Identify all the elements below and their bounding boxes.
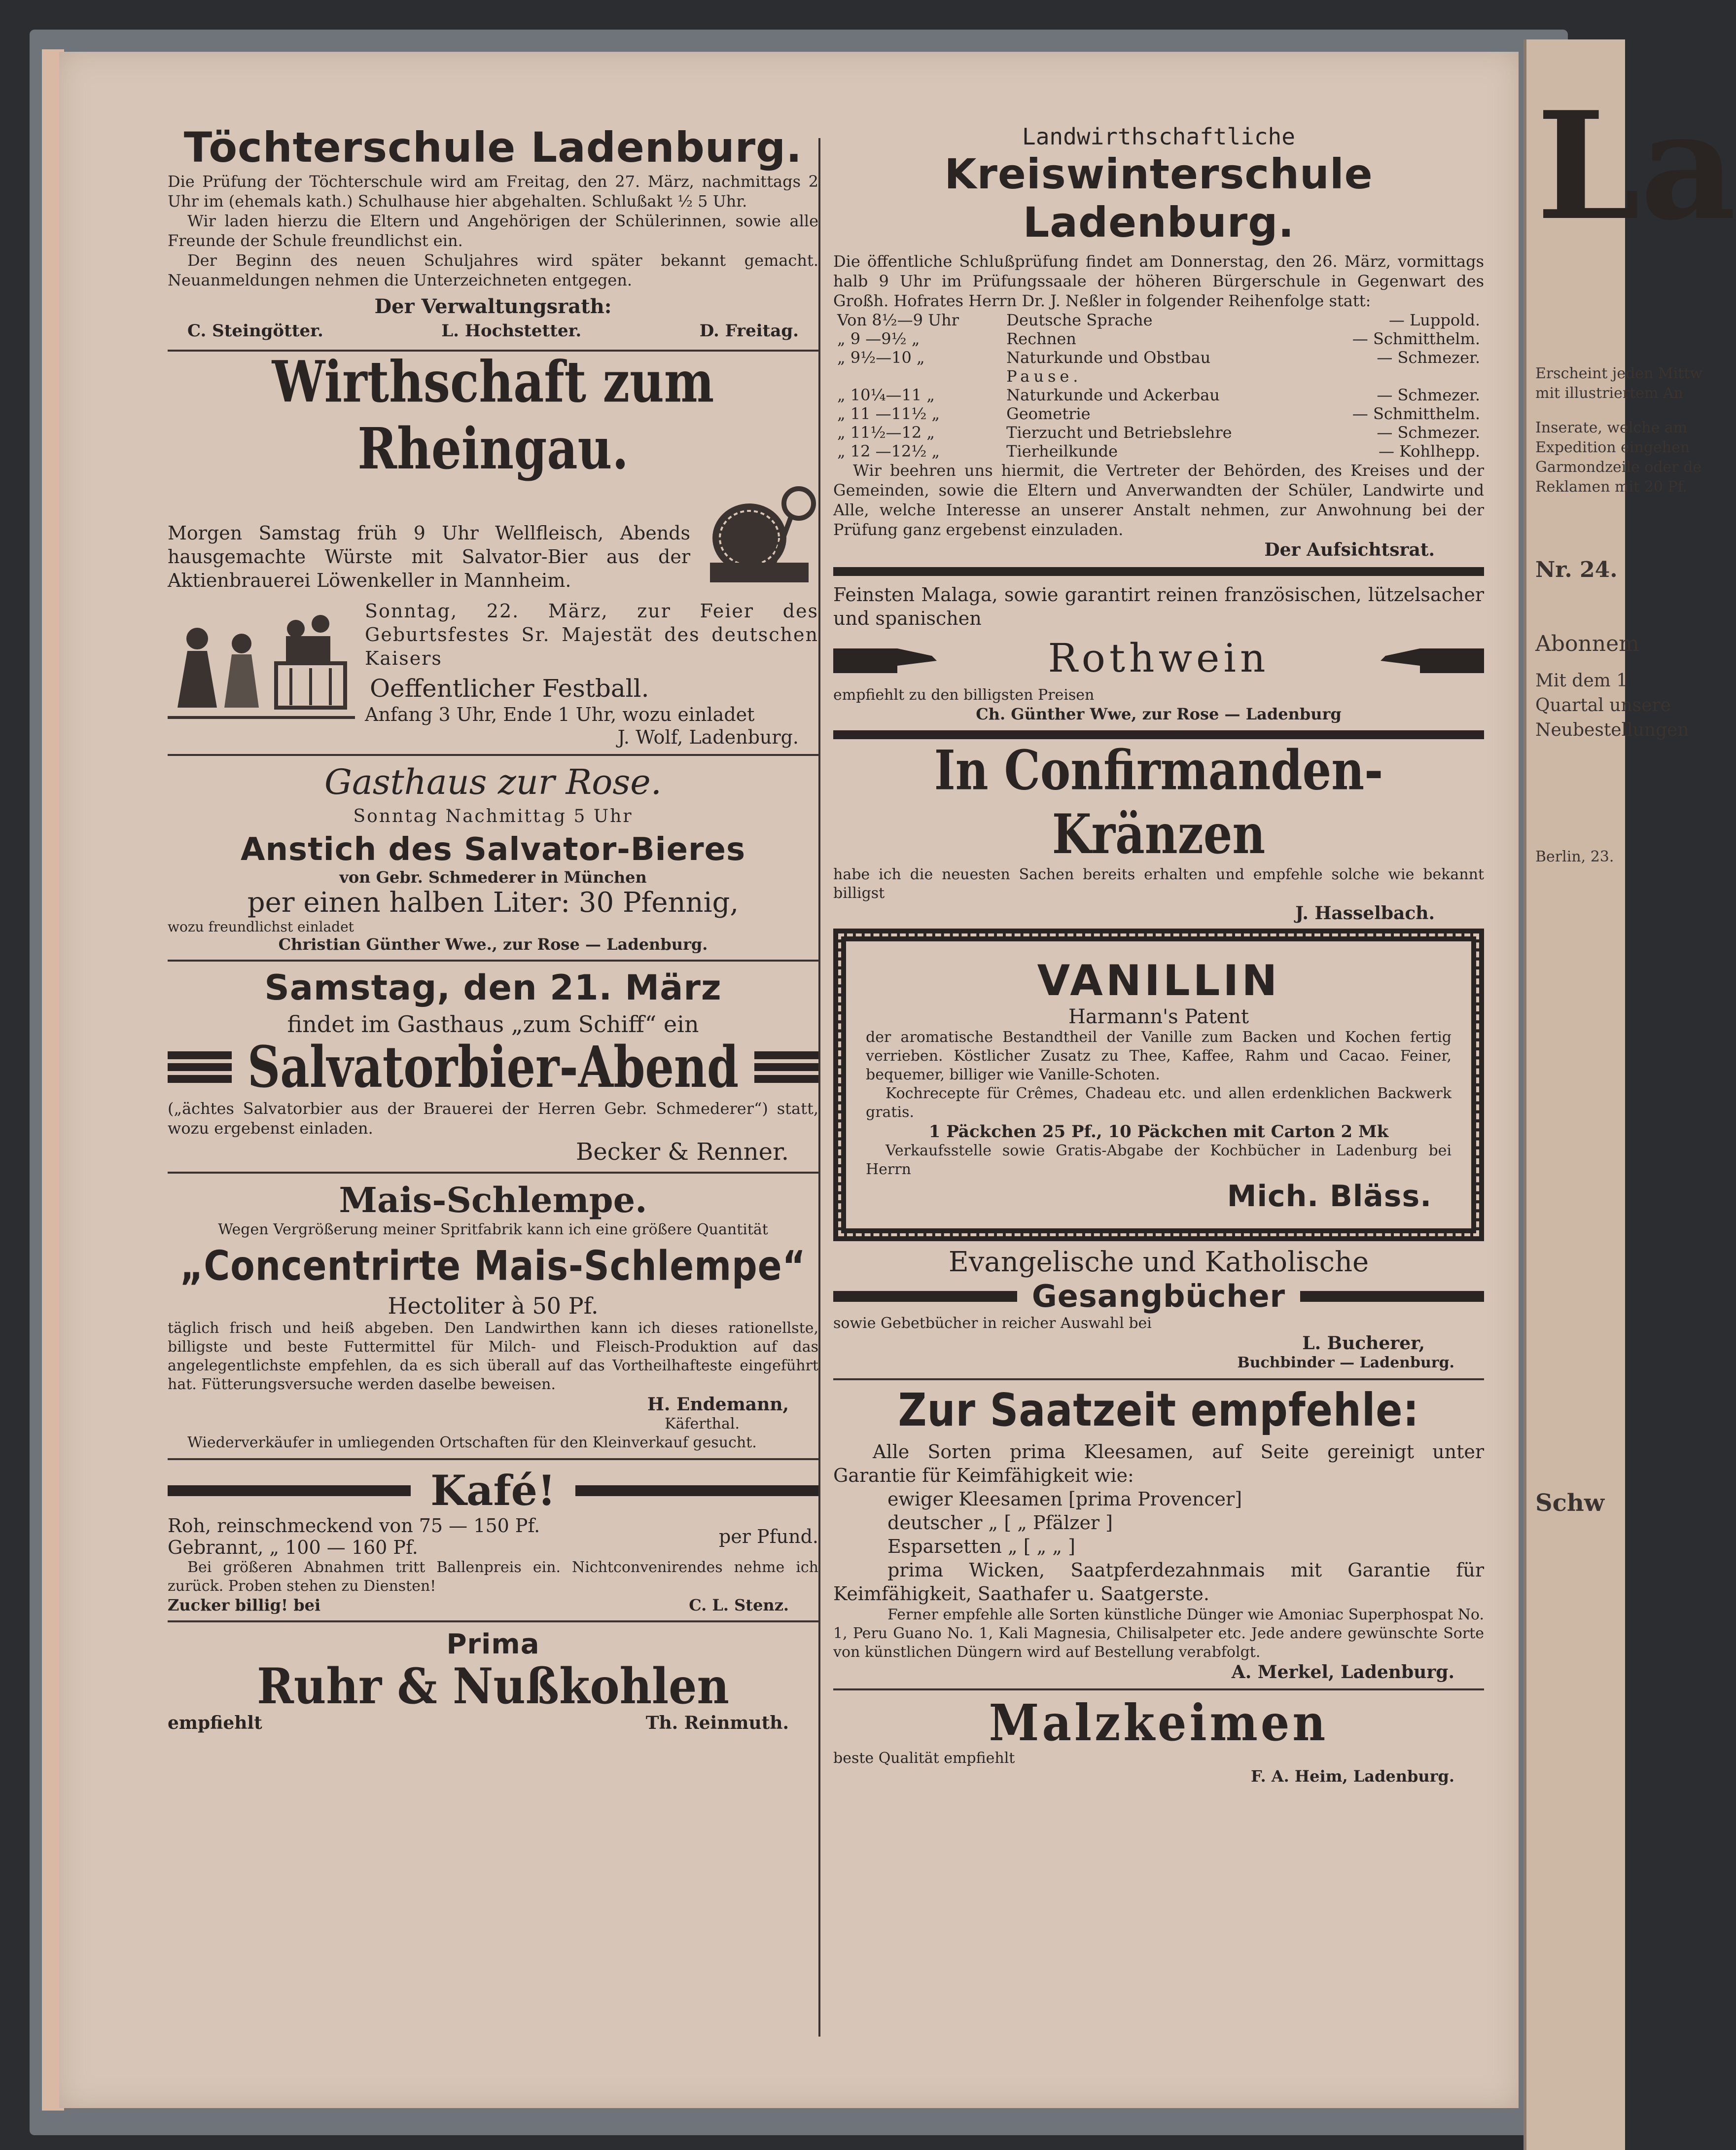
seed-item: Esparsetten „ [ „ „ ] <box>887 1536 1075 1557</box>
ad-saatzeit <box>833 1384 1484 1683</box>
schedule-subject: Naturkunde und Ackerbau <box>1006 386 1220 404</box>
separator <box>833 567 1484 576</box>
schedule-row <box>833 367 1484 386</box>
left-column <box>168 123 818 1733</box>
schedule-subject: Geometrie <box>1006 404 1091 423</box>
ad-malaga <box>833 583 1484 723</box>
ad-body: habe ich die neuesten Sachen bereits erhalten und empfehle solche wie bekannt billigst <box>833 866 1484 902</box>
ad-line: Sonntag Nachmittag 5 Uhr <box>353 806 633 826</box>
ad-signature: Der Aufsichtsrat. <box>1264 539 1435 560</box>
schedule-subject: Rechnen <box>1006 329 1076 348</box>
schedule-subject: Naturkunde und Obstbau <box>1006 348 1211 367</box>
ad-line: von Gebr. Schmederer in München <box>339 868 647 887</box>
festival-dancers-icon <box>168 599 355 732</box>
column-divider <box>818 138 820 2037</box>
ad-body: Bei größeren Abnahmen tritt Ballenpreis ein. Nichtconvenirendes nehme ich zurück. Proben stehen zu Diensten! <box>168 1559 818 1595</box>
ornament-bar <box>575 1485 818 1496</box>
adjacent-text: Mit dem 1 <box>1535 671 1628 691</box>
schedule-time: „ 11½—12 „ <box>837 423 935 442</box>
ad-rheingau <box>168 348 818 748</box>
ad-body: Verkaufsstelle sowie Gratis-Abgabe der Kochbücher in Ladenburg bei Herrn <box>866 1142 1452 1178</box>
ad-body: Sonntag, 22. März, zur Feier des Geburtsfestes Sr. Majestät des deutschen Kaisers <box>365 600 818 669</box>
ad-line: findet im Gasthaus „zum Schiff“ ein <box>287 1011 699 1038</box>
schedule-time <box>833 367 1002 386</box>
adjacent-text: Quartal unsere <box>1535 695 1671 716</box>
ad-line: Wegen Vergrößerung meiner Spritfabrik kann ich eine größere Quantität <box>218 1221 768 1238</box>
ad-headline: Gesangbücher <box>1031 1278 1286 1314</box>
ad-title: Wirthschaft zum Rheingau. <box>272 348 714 482</box>
beer-mug-icon <box>700 479 818 592</box>
ad-price-row: Roh, reinschmeckend von 75 — 150 Pf. <box>168 1515 540 1537</box>
separator <box>168 960 818 962</box>
ad-mais <box>168 1180 818 1452</box>
ad-body: Feinsten Malaga, sowie garantirt reinen französischen, lützelsacher und spanischen <box>833 584 1484 629</box>
adjacent-text: Neubestellungen <box>1535 720 1689 740</box>
adjacent-text: Expedition eingehen <box>1535 439 1690 456</box>
adjacent-text: mit illustriertem An <box>1535 385 1683 402</box>
schedule-teacher: — Luppold. <box>1388 311 1480 329</box>
separator <box>833 1688 1484 1690</box>
ad-signature: H. Endemann, <box>647 1394 789 1415</box>
schedule-row <box>833 311 1484 329</box>
ad-subtitle: Harmann's Patent <box>1068 1005 1249 1028</box>
schedule-row <box>833 442 1484 461</box>
schedule-subject: Pause. <box>1006 367 1082 386</box>
schedule-time: Von 8½—9 Uhr <box>837 311 959 329</box>
schedule-row <box>833 404 1484 423</box>
ad-signature: C. L. Stenz. <box>689 1596 789 1614</box>
ad-price: 1 Päckchen 25 Pf., 10 Päckchen mit Carton 2 Mk <box>928 1122 1389 1142</box>
ad-unit: per Pfund. <box>718 1526 818 1547</box>
ad-body: Alle Sorten prima Kleesamen, auf Seite gereinigt unter Garantie für Keimfähigkeit wie: <box>833 1441 1484 1486</box>
schedule-teacher: — Kohlhepp. <box>1378 442 1480 461</box>
ad-price: Hectoliter à 50 Pf. <box>388 1292 599 1319</box>
schedule-time: „ 9 —9½ „ <box>837 329 920 348</box>
ad-gesangbuecher <box>833 1246 1484 1372</box>
schedule-row <box>833 348 1484 367</box>
adjacent-text: Inserate, welche am <box>1535 419 1688 436</box>
adjacent-text: Berlin, 23. <box>1535 848 1614 865</box>
ad-headline: Ruhr & Nußkohlen <box>257 1657 729 1716</box>
ad-name: C. Steingötter. <box>187 321 323 341</box>
ad-body: Die öffentliche Schlußprüfung findet am Donnerstag, den 26. März, vormittags halb 9 Uhr im Prüfungssaale der höheren Bürgerschule in Gegenwart des Großh. Hofrates Herrn Dr. J. Neßler in folgender Reihenfolge statt: <box>833 252 1484 310</box>
ad-signature-line: Buchbinder — Ladenburg. <box>1237 1354 1454 1371</box>
ad-signature: Mich. Bläss. <box>1227 1179 1432 1214</box>
separator <box>168 754 818 756</box>
exam-schedule <box>833 311 1484 461</box>
ad-malzkeimen <box>833 1693 1484 1786</box>
schedule-teacher <box>1307 367 1484 386</box>
seed-item: deutscher „ [ „ Pfälzer ] <box>887 1512 1113 1534</box>
schedule-row <box>833 329 1484 348</box>
schedule-time: „ 11 —11½ „ <box>837 404 940 423</box>
ad-note: beste Qualität empfiehlt <box>833 1750 1015 1767</box>
ad-title: Töchterschule Ladenburg. <box>183 123 803 172</box>
ad-name: D. Freitag. <box>699 321 799 341</box>
ad-line: Evangelische und Katholische <box>948 1246 1369 1278</box>
ad-note: Zucker billig! bei <box>168 1596 321 1614</box>
schedule-teacher: — Schmezer. <box>1377 386 1480 404</box>
ad-signature: J. Hasselbach. <box>1295 903 1435 924</box>
ad-vanillin <box>833 929 1484 1241</box>
ad-body: der aromatische Bestandtheil der Vanille zum Backen und Kochen fertig verrieben. Köstlicher Zusatz zu Thee, Kaffee, Rahm und Cacao. Feiner, bequemer, billiger wie Vanille-Schoten. <box>866 1029 1452 1083</box>
adjacent-issue: Nr. 24. <box>1535 557 1618 582</box>
schedule-time: „ 12 —12½ „ <box>837 442 940 461</box>
ad-title: In Confirmanden-Kränzen <box>934 738 1383 866</box>
schedule-teacher: — Schmitthelm. <box>1352 329 1480 348</box>
ad-schiff <box>168 968 818 1166</box>
ad-signature: A. Merkel, Ladenburg. <box>1231 1662 1454 1683</box>
pointing-hand-right-icon <box>833 639 942 678</box>
ad-body: („ächtes Salvatorbier aus der Brauerei der Herren Gebr. Schmederer“) statt, wozu ergebenst einladen. <box>168 1099 818 1138</box>
ad-title: VANILLIN <box>1037 956 1280 1005</box>
ad-title: Samstag, den 21. März <box>264 968 722 1008</box>
schedule-row <box>833 423 1484 442</box>
separator <box>168 1620 818 1622</box>
separator <box>168 1172 818 1174</box>
ad-kohlen <box>168 1628 818 1733</box>
ad-body: Anfang 3 Uhr, Ende 1 Uhr, wozu einladet <box>365 704 755 725</box>
ad-signature: Becker & Renner. <box>576 1138 789 1166</box>
adjacent-text: Reklamen mit 20 Pf. <box>1535 478 1688 496</box>
ad-body: Der Beginn des neuen Schuljahres wird später bekannt gemacht. Neuanmeldungen nehmen die Unterzeichneten entgegen. <box>168 251 818 289</box>
ad-headline: Anstich des Salvator-Bieres <box>240 831 746 868</box>
ad-confirmanden <box>833 738 1484 924</box>
ad-headline: Salvatorbier-Abend <box>247 1034 739 1101</box>
ad-line: Prima <box>446 1628 540 1660</box>
ad-body: täglich frisch und heiß abgeben. Den Landwirthen kann ich dieses rationellste, billigste und beste Futtermittel für Milch- und Fleisch-Produktion auf das angelegentlichste empfehlen, da es sich überall auf das Vortheilhafteste eingeführt hat. Fütterungsversuche werden daselbe beweisen. <box>168 1320 818 1393</box>
adjacent-text: Schw <box>1535 1489 1605 1517</box>
ornament-bars <box>754 1047 818 1087</box>
adjacent-page <box>1523 39 1736 2150</box>
ad-title: Kreiswinterschule Ladenburg. <box>944 150 1373 247</box>
schedule-time: „ 9½—10 „ <box>837 348 925 367</box>
ad-toechterschule <box>168 123 818 344</box>
ad-body: Wir laden hierzu die Eltern und Angehörigen der Schülerinnen, sowie alle Freunde der Schule freundlichst ein. <box>168 212 818 250</box>
ad-title: Mais-Schlempe. <box>339 1180 647 1220</box>
schedule-time: „ 10¼—11 „ <box>837 386 935 404</box>
ad-title: Malzkeimen <box>989 1693 1329 1753</box>
ad-title: Gasthaus zur Rose. <box>324 762 662 802</box>
schedule-row <box>833 386 1484 404</box>
ad-signature: Christian Günther Wwe., zur Rose — Ladenburg. <box>278 935 708 954</box>
ad-body: empfiehlt zu den billigsten Preisen <box>833 686 1095 704</box>
ad-note: empfiehlt <box>168 1713 262 1733</box>
ad-body: prima Wicken, Saatpferdezahnmais mit Garantie für Keimfähigkeit, Saathafer u. Saatgerste. <box>833 1559 1484 1605</box>
ad-signature: F. A. Heim, Ladenburg. <box>1250 1767 1454 1786</box>
ad-headline: Rothwein <box>1048 635 1270 681</box>
ad-signature: Der Verwaltungsrath: <box>374 295 612 318</box>
schedule-teacher: — Schmitthelm. <box>1352 404 1480 423</box>
ad-price-row: Gebrannt, „ 100 — 160 Pf. <box>168 1537 418 1558</box>
ad-title: Kafé! <box>430 1466 556 1515</box>
ad-kafe <box>168 1466 818 1614</box>
ad-signature: J. Wolf, Ladenburg. <box>617 726 799 748</box>
ad-rose <box>168 762 818 954</box>
ad-body: Die Prüfung der Töchterschule wird am Freitag, den 27. März, nachmittags 2 Uhr im (ehemals kath.) Schulhause hier abgehalten. Schlußakt ½ 5 Uhr. <box>168 172 818 211</box>
right-column <box>833 123 1484 1786</box>
adjacent-text: Abonnem <box>1535 631 1639 656</box>
separator <box>168 1458 818 1460</box>
schedule-subject: Tierzucht und Betriebslehre <box>1006 423 1232 442</box>
seed-item: ewiger Kleesamen [prima Provencer] <box>887 1488 1242 1510</box>
ad-body: Wiederverkäufer in umliegenden Ortschaften für den Kleinverkauf gesucht. <box>187 1434 757 1451</box>
adjacent-masthead: La <box>1536 79 1736 253</box>
separator <box>833 1378 1484 1380</box>
ad-subtitle: Oeffentlicher Festball. <box>370 674 649 703</box>
ad-title: Zur Saatzeit empfehle: <box>898 1384 1419 1436</box>
ad-kreiswinterschule <box>833 123 1484 560</box>
pointing-hand-left-icon <box>1376 639 1484 678</box>
ad-body: sowie Gebetbücher in reicher Auswahl bei <box>833 1315 1152 1332</box>
schedule-subject: Deutsche Sprache <box>1006 311 1153 329</box>
schedule-teacher: — Schmezer. <box>1377 423 1480 442</box>
ornament-bar <box>833 1291 1017 1302</box>
ornament-bar <box>168 1485 411 1496</box>
schedule-teacher: — Schmezer. <box>1377 348 1480 367</box>
ad-price: per einen halben Liter: 30 Pfennig, <box>247 887 739 919</box>
ad-pretitle: Landwirthschaftliche <box>1022 123 1295 150</box>
ad-headline: „Concentrirte Mais-Schlempe“ <box>180 1242 806 1290</box>
ornament-bars <box>168 1047 232 1087</box>
separator <box>833 730 1484 739</box>
ad-name: L. Hochstetter. <box>441 321 582 341</box>
ad-body: Kochrecepte für Crêmes, Chadeau etc. und allen erdenklichen Backwerk gratis. <box>866 1085 1452 1121</box>
adjacent-text: Erscheint jeden Mittw <box>1535 365 1702 382</box>
ad-line: wozu freundlichst einladet <box>168 919 354 935</box>
adjacent-text: Garmondzeile oder de <box>1535 459 1702 476</box>
ad-signature: L. Bucherer, <box>1302 1333 1425 1354</box>
ad-signature: Ch. Günther Wwe, zur Rose — Ladenburg <box>976 705 1342 723</box>
ad-place: Käferthal. <box>665 1415 740 1433</box>
schedule-subject: Tierheilkunde <box>1006 442 1118 461</box>
ad-signature: Th. Reinmuth. <box>645 1713 789 1733</box>
ornament-bar <box>1300 1291 1484 1302</box>
ad-body: Ferner empfehle alle Sorten künstliche Dünger wie Amoniac Superphospat No. 1, Peru Guano No. 1, Kali Magnesia, Chilisalpeter etc. Jede andere gewünschte Sorte von künstlichen Düngern wird auf Bestellung verabfolgt. <box>833 1606 1484 1661</box>
ad-body: Morgen Samstag früh 9 Uhr Wellfleisch, Abends hausgemachte Würste mit Salvator-Bier aus der Aktienbrauerei Löwenkeller in Mannheim. <box>168 522 690 591</box>
ad-body: Wir beehren uns hiermit, die Vertreter der Behörden, des Kreises und der Gemeinden, sowie die Eltern und Anverwandten der Schüler, Landwirte und Alle, welche Interesse an unserer Anstalt nehmen, zur Anwohnung bei der Prüfung ganz ergebenst einzuladen. <box>833 461 1484 539</box>
